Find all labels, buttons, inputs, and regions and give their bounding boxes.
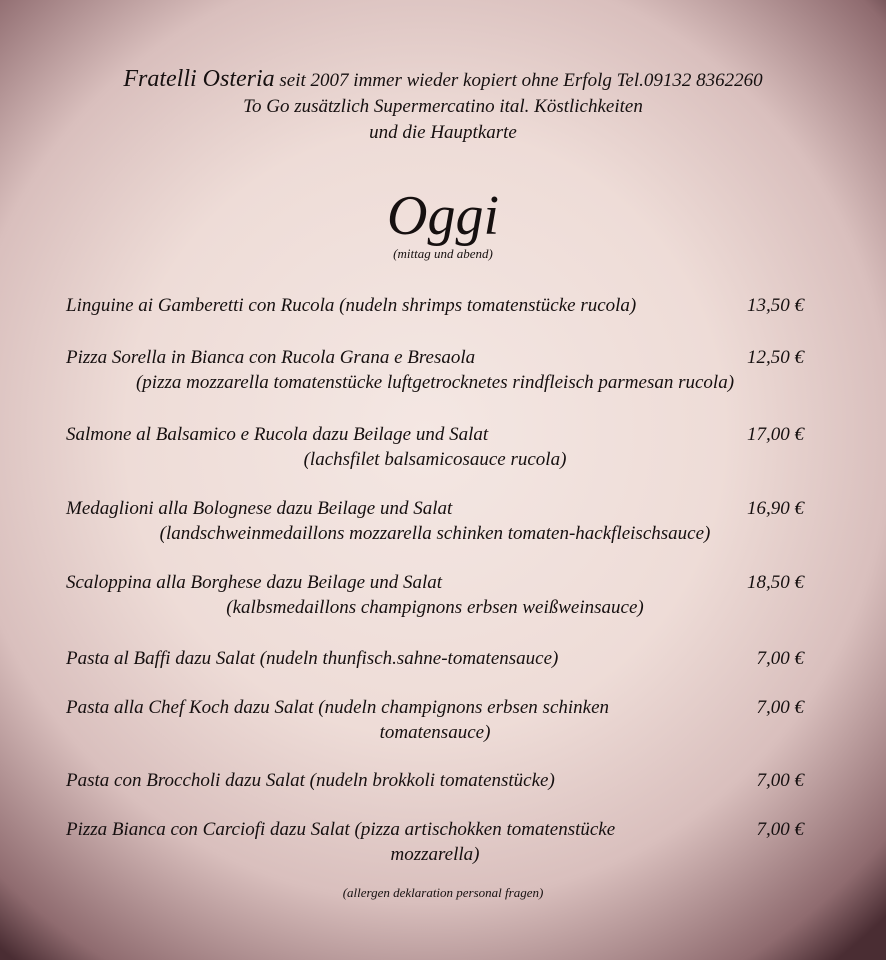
item-price: 7,00 €	[756, 770, 804, 791]
item-description: mozzarella)	[390, 844, 480, 865]
item-name: Scaloppina alla Borghese dazu Beilage und Salat	[66, 572, 443, 593]
item-price: 7,00 €	[756, 648, 804, 669]
item-name: Pasta al Baffi dazu Salat (nudeln thunfisch.sahne-tomatensauce)	[66, 648, 559, 669]
menu-item	[66, 345, 804, 395]
header-line-1	[0, 66, 886, 94]
item-price: 7,00 €	[756, 697, 804, 718]
menu-title: Oggi	[387, 185, 499, 247]
item-description: tomatensauce)	[379, 722, 491, 743]
item-description: (lachsfilet balsamicosauce rucola)	[303, 449, 567, 470]
header-line-3: und die Hauptkarte	[369, 122, 517, 143]
menu-subtitle: (mittag und abend)	[393, 246, 493, 261]
item-name: Pizza Bianca con Carciofi dazu Salat (pizza artischokken tomatenstücke	[66, 819, 616, 840]
restaurant-header	[0, 66, 886, 146]
menu-item	[66, 646, 804, 671]
menu-item	[66, 293, 804, 318]
item-name: Linguine ai Gamberetti con Rucola (nudeln shrimps tomatenstücke rucola)	[66, 295, 637, 316]
item-price: 16,90 €	[747, 498, 804, 519]
allergen-note: (allergen deklaration personal fragen)	[342, 885, 544, 900]
restaurant-name: Fratelli Osteria	[123, 66, 275, 92]
title-block	[0, 184, 886, 262]
item-description: (landschweinmedaillons mozzarella schinken tomaten-hackfleischsauce)	[159, 523, 711, 544]
menu-item	[66, 817, 804, 867]
item-description: (kalbsmedaillons champignons erbsen weißweinsauce)	[226, 597, 644, 618]
item-name: Pizza Sorella in Bianca con Rucola Grana e Bresaola	[66, 347, 476, 368]
item-name: Pasta alla Chef Koch dazu Salat (nudeln champignons erbsen schinken	[66, 697, 610, 718]
item-name: Salmone al Balsamico e Rucola dazu Beilage und Salat	[66, 424, 489, 445]
menu-item	[66, 570, 804, 620]
item-price: 18,50 €	[747, 572, 804, 593]
header-line-2: To Go zusätzlich Supermercatino ital. Köstlichkeiten	[243, 96, 643, 117]
menu-item	[66, 496, 804, 546]
menu-item	[66, 695, 804, 745]
item-price: 12,50 €	[747, 347, 804, 368]
item-name: Pasta con Broccholi dazu Salat (nudeln brokkoli tomatenstücke)	[66, 770, 555, 791]
item-description: (pizza mozzarella tomatenstücke luftgetrocknetes rindfleisch parmesan rucola)	[135, 372, 735, 393]
item-price: 13,50 €	[747, 295, 804, 316]
item-name: Medaglioni alla Bolognese dazu Beilage und Salat	[66, 498, 453, 519]
header-tagline: seit 2007 immer wieder kopiert ohne Erfolg Tel.09132 8362260	[274, 70, 763, 91]
menu-item	[66, 422, 804, 472]
item-price: 7,00 €	[756, 819, 804, 840]
item-price: 17,00 €	[747, 424, 804, 445]
menu-item	[66, 768, 804, 793]
